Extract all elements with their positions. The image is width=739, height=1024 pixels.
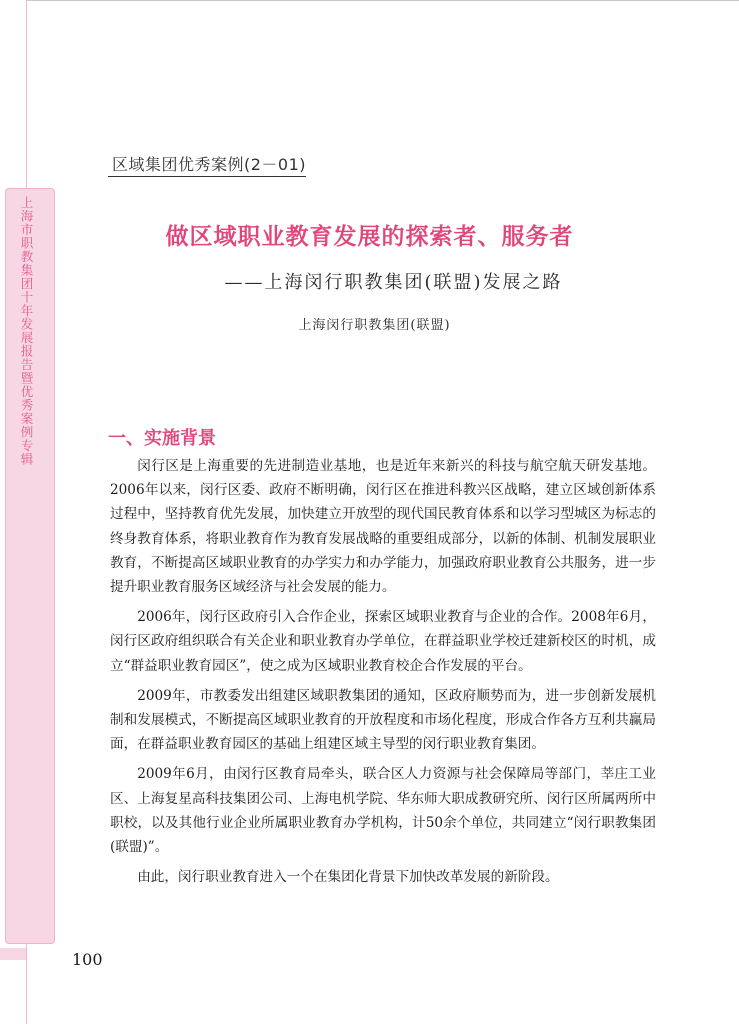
article-subtitle: ——上海闵行职教集团(联盟)发展之路 bbox=[224, 272, 563, 293]
article-body bbox=[110, 454, 656, 895]
header-underline bbox=[108, 176, 306, 177]
page-number: 100 bbox=[72, 950, 103, 969]
body-paragraph: 2009年6月，由闵行区教育局牵头，联合区人力资源与社会保障局等部门，莘庄工业区、上海复星高科技集团公司、上海电机学院、华东师大职成教研究所、闵行区所属两所中职校，以及其他行业企业所属职业教育办学机构，计50余个单位，共同建立“闵行职教集团(联盟)”。 bbox=[110, 766, 656, 856]
side-tab-text: 上海市职教集团十年发展报告暨优秀案例专辑 bbox=[19, 196, 34, 466]
article-title: 做区域职业教育发展的探索者、服务者 bbox=[165, 223, 574, 250]
section-heading: 一、实施背景 bbox=[108, 428, 216, 449]
body-paragraph: 2006年，闵行区政府引入合作企业，探索区域职业教育与企业的合作。2008年6月，闵行区政府组织联合有关企业和职业教育办学单位，在群益职业学校迁建新校区的时机，成立“群益职业教育园区”，使之成为区域职业教育校企合作发展的平台。 bbox=[110, 609, 656, 674]
article-author: 上海闵行职教集团(联盟) bbox=[298, 318, 451, 333]
body-paragraph: 闵行区是上海重要的先进制造业基地，也是近年来新兴的科技与航空航天研发基地。2006年以来，闵行区委、政府不断明确，闵行区在推进科教兴区战略，建立区域创新体系过程中，坚持教育优先发展，加快建立开放型的现代国民教育体系和以学习型城区为标志的终身教育体系，将职业教育作为教育发展战略的重要组成部分，以新的体制、机制发展职业教育，不断提高区域职业教育的办学实力和办学能力，加强政府职业教育公共服务，进一步提升职业教育服务区域经济与社会发展的能力。 bbox=[110, 458, 656, 596]
case-category-label: 区域集团优秀案例(2－01) bbox=[112, 155, 307, 174]
body-paragraph: 2009年，市教委发出组建区域职教集团的通知，区政府顺势而为，进一步创新发展机制和发展模式，不断提高区域职业教育的开放程度和市场化程度，形成合作各方互利共赢局面，在群益职业教育园区的基础上组建区域主导型的闵行职业教育集团。 bbox=[110, 687, 656, 753]
body-paragraph: 由此，闵行职业教育进入一个在集团化背景下加快改革发展的新阶段。 bbox=[137, 869, 559, 886]
side-bottom-band bbox=[0, 948, 26, 960]
page-top-border bbox=[26, 0, 739, 9]
